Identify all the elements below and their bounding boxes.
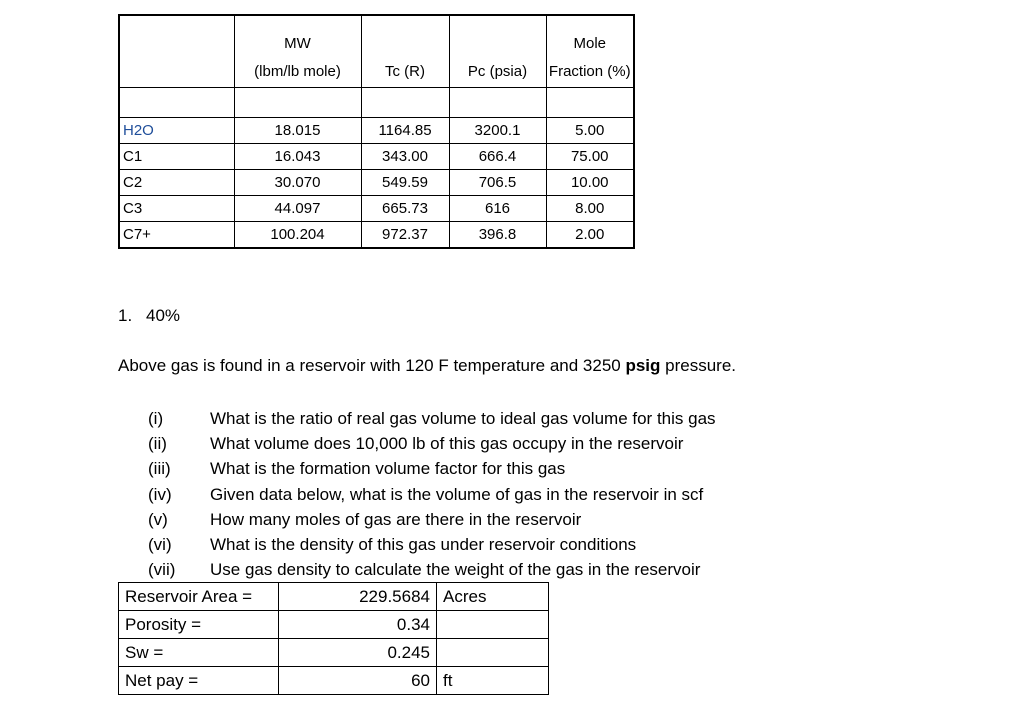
table-row: [119, 611, 549, 639]
questions-list: [148, 406, 716, 582]
list-item: [148, 431, 716, 456]
question-numeral: (v): [148, 509, 168, 529]
header-component: [119, 15, 234, 88]
table-row: [119, 222, 634, 249]
component-tc: 972.37: [361, 222, 449, 249]
question-numeral: (vi): [148, 535, 172, 555]
question-text: What volume does 10,000 lb of this gas occupy in the reservoir: [210, 434, 684, 454]
question-text: What is the formation volume factor for this gas: [210, 459, 566, 479]
component-pc: 3200.1: [449, 118, 546, 144]
list-item: [148, 532, 716, 557]
table-row: [119, 118, 634, 144]
component-name: C1: [119, 144, 234, 170]
component-pc: 666.4: [449, 144, 546, 170]
table-header-row: [119, 15, 634, 88]
component-mole: 5.00: [546, 118, 634, 144]
component-name: C3: [119, 196, 234, 222]
component-mw: 18.015: [234, 118, 361, 144]
table-row: [119, 196, 634, 222]
component-mole: 75.00: [546, 144, 634, 170]
problem-number: 1.: [118, 306, 133, 325]
reservoir-value: 0.34: [279, 611, 437, 639]
table-row: [119, 639, 549, 667]
reservoir-value: 0.245: [279, 639, 437, 667]
component-mole: 8.00: [546, 196, 634, 222]
component-tc: 343.00: [361, 144, 449, 170]
question-numeral: (ii): [148, 434, 167, 454]
intro-text-after: pressure.: [660, 356, 737, 375]
component-mw: 30.070: [234, 170, 361, 196]
list-item: [148, 482, 716, 507]
list-item: [148, 557, 716, 582]
header-tc: Tc (R): [361, 15, 449, 88]
reservoir-label: Porosity =: [119, 611, 279, 639]
component-mole: 2.00: [546, 222, 634, 249]
table-row: [119, 144, 634, 170]
table-row: [119, 170, 634, 196]
list-item: [148, 456, 716, 481]
header-mole-fraction: [546, 15, 634, 88]
reservoir-unit: [437, 611, 549, 639]
component-tc: 665.73: [361, 196, 449, 222]
header-mole-line1: Mole: [573, 35, 606, 52]
question-text: Use gas density to calculate the weight of the gas in the reservoir: [210, 560, 701, 580]
reservoir-value: 229.5684: [279, 583, 437, 611]
table-row: [119, 667, 549, 695]
question-text: How many moles of gas are there in the reservoir: [210, 509, 582, 529]
component-pc: 396.8: [449, 222, 546, 249]
reservoir-label: Reservoir Area =: [119, 583, 279, 611]
component-mw: 44.097: [234, 196, 361, 222]
reservoir-label: Net pay =: [119, 667, 279, 695]
intro-text-before: Above gas is found in a reservoir with 120 F temperature and 3250: [118, 356, 626, 375]
problem-weight: 40%: [146, 306, 181, 325]
component-tc: 549.59: [361, 170, 449, 196]
component-name: C2: [119, 170, 234, 196]
question-numeral: (i): [148, 409, 164, 428]
list-item: [148, 507, 716, 532]
question-text: What is the density of this gas under reservoir conditions: [210, 535, 637, 555]
header-pc: Pc (psia): [449, 15, 546, 88]
intro-text-bold: psig: [625, 356, 661, 375]
list-item: [148, 406, 716, 431]
question-numeral: (iii): [148, 459, 171, 479]
component-name: C7+: [119, 222, 234, 249]
reservoir-data-table: [118, 582, 549, 695]
question-numeral: (iv): [148, 484, 172, 504]
reservoir-unit: ft: [437, 667, 549, 695]
header-mw-line2: (lbm/lb mole): [254, 63, 341, 80]
table-row: [119, 583, 549, 611]
reservoir-value: 60: [279, 667, 437, 695]
component-pc: 616: [449, 196, 546, 222]
component-tc: 1164.85: [361, 118, 449, 144]
question-text: What is the ratio of real gas volume to ideal gas volume for this gas: [210, 409, 716, 428]
header-mole-line2: Fraction (%): [548, 63, 631, 80]
question-numeral: (vii): [148, 560, 176, 580]
reservoir-label: Sw =: [119, 639, 279, 667]
question-text: Given data below, what is the volume of gas in the reservoir in scf: [210, 484, 704, 504]
problem-heading: [118, 306, 180, 326]
component-mw: 16.043: [234, 144, 361, 170]
component-name: H2O: [119, 118, 234, 144]
table-spacer-row: [119, 88, 634, 118]
header-mw-line1: MW: [284, 35, 311, 52]
reservoir-unit: [437, 639, 549, 667]
header-mw: [234, 15, 361, 88]
problem-intro: [118, 356, 736, 376]
reservoir-unit: Acres: [437, 583, 549, 611]
component-pc: 706.5: [449, 170, 546, 196]
component-mw: 100.204: [234, 222, 361, 249]
component-properties-table: [118, 14, 635, 249]
component-mole: 10.00: [546, 170, 634, 196]
